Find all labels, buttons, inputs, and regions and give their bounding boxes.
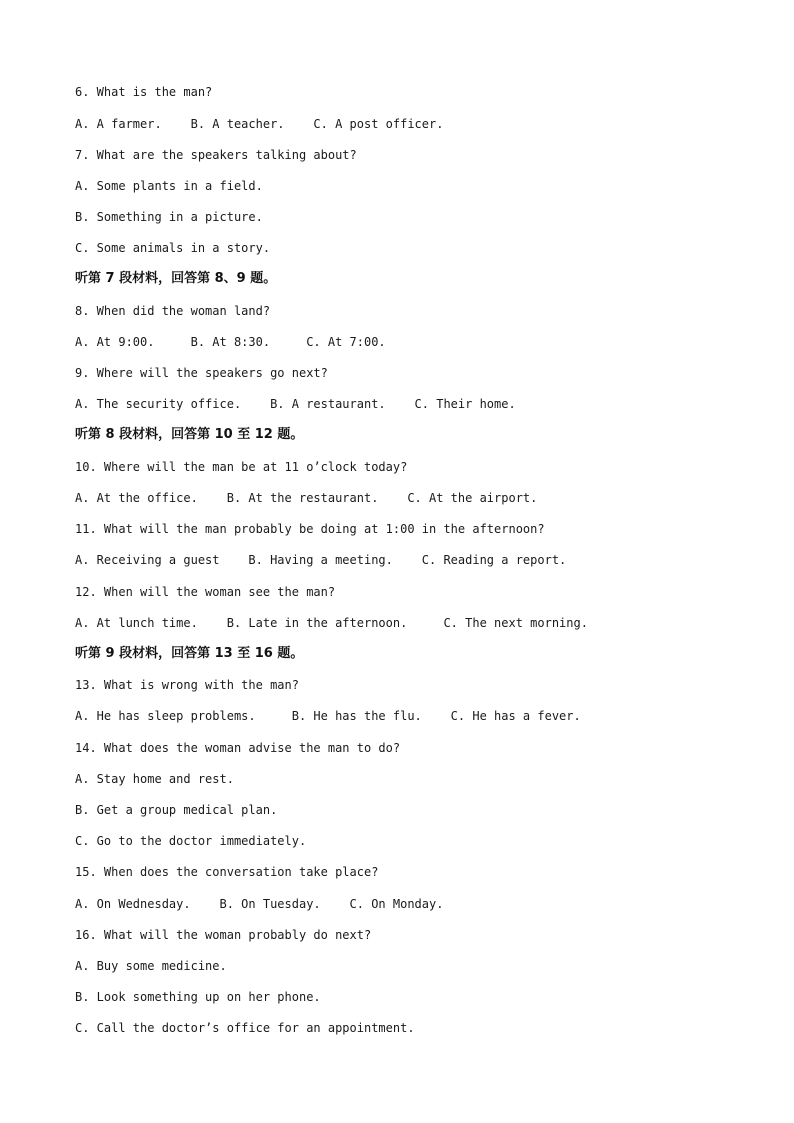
question-6: 6. What is the man? [75, 85, 213, 99]
question-15-options: A. On Wednesday. B. On Tuesday. C. On Monday. [75, 897, 444, 911]
question-16-option-b: B. Look something up on her phone. [75, 990, 321, 1004]
question-15: 15. When does the conversation take place? [75, 865, 379, 879]
section-heading-9: 听第 9 段材料，回答第 13 至 16 题。 [75, 646, 304, 661]
question-12: 12. When will the woman see the man? [75, 585, 336, 599]
question-9-options: A. The security office. B. A restaurant. C. Their home. [75, 397, 516, 411]
question-14-option-c: C. Go to the doctor immediately. [75, 834, 307, 848]
question-10: 10. Where will the man be at 11 o’clock today? [75, 460, 408, 474]
question-9: 9. Where will the speakers go next? [75, 366, 328, 380]
section-heading-8: 听第 8 段材料，回答第 10 至 12 题。 [75, 427, 304, 442]
question-16-option-c: C. Call the doctor’s office for an appointment. [75, 1021, 415, 1035]
question-10-options: A. At the office. B. At the restaurant. C. At the airport. [75, 491, 538, 505]
question-13: 13. What is wrong with the man? [75, 678, 299, 692]
question-8-options: A. At 9:00. B. At 8:30. C. At 7:00. [75, 335, 386, 349]
question-7-option-c: C. Some animals in a story. [75, 241, 271, 255]
question-16-option-a: A. Buy some medicine. [75, 959, 227, 973]
question-7: 7. What are the speakers talking about? [75, 148, 357, 162]
question-8: 8. When did the woman land? [75, 304, 271, 318]
question-16: 16. What will the woman probably do next? [75, 928, 372, 942]
question-7-option-b: B. Something in a picture. [75, 210, 263, 224]
question-14-option-b: B. Get a group medical plan. [75, 803, 278, 817]
section-heading-7: 听第 7 段材料，回答第 8、9 题。 [75, 271, 277, 286]
question-11-options: A. Receiving a guest B. Having a meeting. C. Reading a report. [75, 553, 567, 567]
question-13-options: A. He has sleep problems. B. He has the flu. C. He has a fever. [75, 709, 581, 723]
question-12-options: A. At lunch time. B. Late in the afternoon. C. The next morning. [75, 616, 588, 630]
question-11: 11. What will the man probably be doing at 1:00 in the afternoon? [75, 522, 545, 536]
question-14: 14. What does the woman advise the man to do? [75, 741, 401, 755]
question-6-options: A. A farmer. B. A teacher. C. A post officer. [75, 117, 444, 131]
question-14-option-a: A. Stay home and rest. [75, 772, 234, 786]
question-7-option-a: A. Some plants in a field. [75, 179, 263, 193]
